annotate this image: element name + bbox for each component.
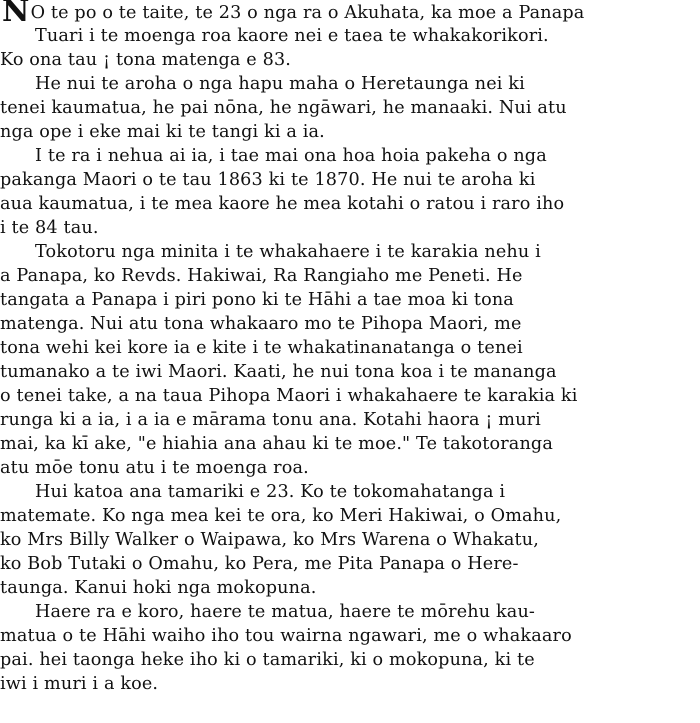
article-line-23: ko Mrs Billy Walker o Waipawa, ko Mrs Warena o Whakatu, xyxy=(0,530,539,550)
article-line-8: pakanga Maori o te tau 1863 ki te 1870. He nui te aroha ki xyxy=(0,170,536,190)
drop-cap-letter: N xyxy=(2,0,30,29)
article-line-22: matemate. Ko nga mea kei te ora, ko Meri Hakiwai, o Omahu, xyxy=(0,506,562,526)
article-line-27: matua o te Hāhi waiho iho tou wairna ngawari, me o whakaaro xyxy=(0,626,572,646)
article-line-2: Tuari i te moenga roa kaore nei e taea te whakakorikori. xyxy=(35,26,549,46)
article-line-26: Haere ra e koro, haere te matua, haere te mōrehu kau- xyxy=(35,602,536,622)
article-line-11: Tokotoru nga minita i te whakahaere i te karakia nehu i xyxy=(35,242,541,262)
article-line-16: tumanako a te iwi Maori. Kaati, he nui tona koa i te mananga xyxy=(0,362,557,382)
article-line-18: runga ki a ia, i a ia e mārama tonu ana. Kotahi haora ¡ muri xyxy=(0,410,541,430)
article-line-19: mai, ka kī ake, "e hiahia ana ahau ki te moe." Te takotoranga xyxy=(0,434,553,454)
article-line-21: Hui katoa ana tamariki e 23. Ko te tokomahatanga i xyxy=(35,482,506,502)
article-line-25: taunga. Kanui hoki nga mokopuna. xyxy=(0,578,317,598)
article-line-3: Ko ona tau ¡ tona matenga e 83. xyxy=(0,50,292,70)
article-line-7: I te ra i nehua ai ia, i tae mai ona hoa hoia pakeha o nga xyxy=(35,146,547,166)
article-line-13: tangata a Panapa i piri pono ki te Hāhi a tae moa ki tona xyxy=(0,290,514,310)
article-line-1 xyxy=(2,0,698,29)
article-line-9: aua kaumatua, i te mea kaore he mea kotahi o ratou i raro iho xyxy=(0,194,565,214)
article-line-10: i te 84 tau. xyxy=(0,218,99,238)
article-line-15: tona wehi kei kore ia e kite i te whakatinanatanga o tenei xyxy=(0,338,523,358)
article-line-29: iwi i muri i a koe. xyxy=(0,674,159,694)
article-line-6: nga ope i eke mai ki te tangi ki a ia. xyxy=(0,122,325,142)
article-line-5: tenei kaumatua, he pai nōna, he ngāwari, he manaaki. Nui atu xyxy=(0,98,567,118)
article-line-12: a Panapa, ko Revds. Hakiwai, Ra Rangiaho me Peneti. He xyxy=(0,266,523,286)
article-line-20: atu mōe tonu atu i te moenga roa. xyxy=(0,458,309,478)
line-text: O te po o te taite, te 23 o nga ra o Akuhata, ka moe a Panapa xyxy=(30,3,585,23)
article-line-4: He nui te aroha o nga hapu maha o Heretaunga nei ki xyxy=(35,74,525,94)
article-line-28: pai. hei taonga heke iho ki o tamariki, ki o mokopuna, ki te xyxy=(0,650,535,670)
article-line-24: ko Bob Tutaki o Omahu, ko Pera, me Pita Panapa o Here- xyxy=(0,554,519,574)
article-line-17: o tenei take, a na taua Pihopa Maori i whakahaere te karakia ki xyxy=(0,386,578,406)
article-line-14: matenga. Nui atu tona whakaaro mo te Pihopa Maori, me xyxy=(0,314,522,334)
